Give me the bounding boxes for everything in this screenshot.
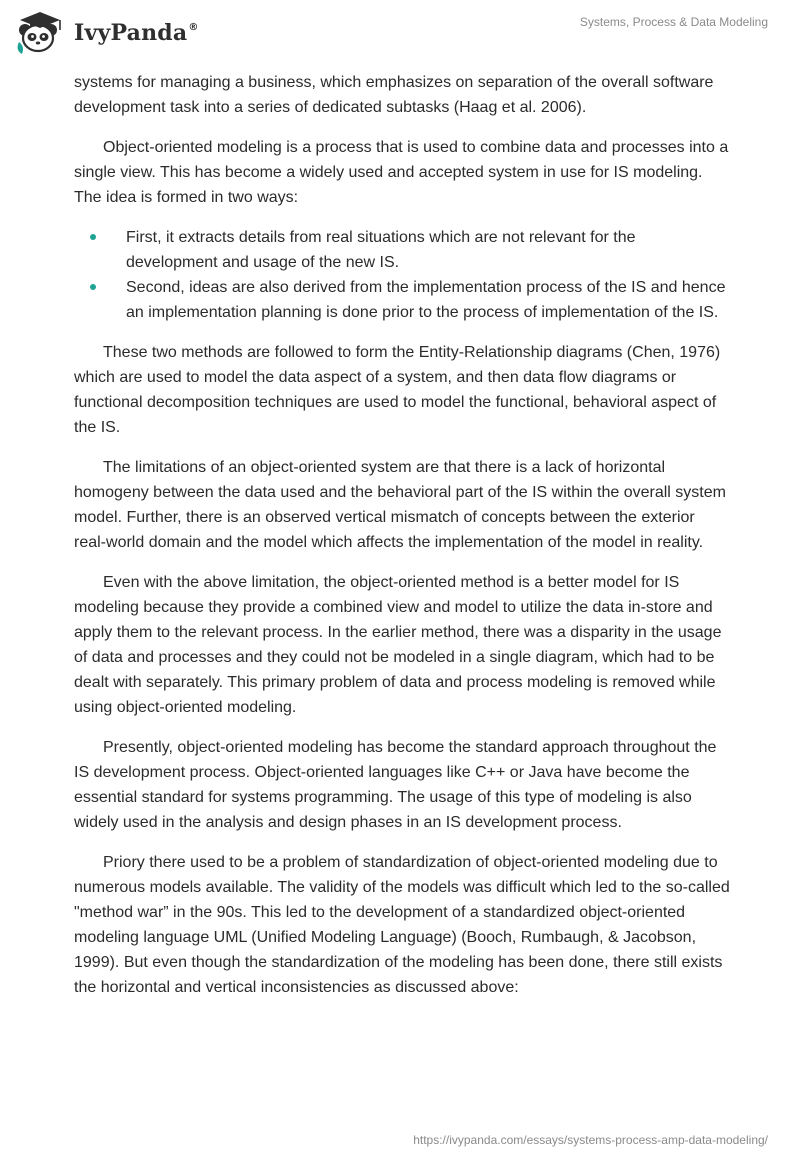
list-item [74, 225, 730, 275]
bullet-icon [90, 284, 96, 290]
list-item-text: First, it extracts details from real situations which are not relevant for the development and usage of the new IS. [126, 229, 636, 271]
paragraph-1: systems for managing a business, which emphasizes on separation of the overall software development task into a series of dedicated subtasks (Haag et al. 2006). [74, 74, 714, 116]
source-url[interactable]: https://ivypanda.com/essays/systems-process-amp-data-modeling/ [413, 1133, 768, 1147]
page-header [0, 0, 800, 70]
essay-body [74, 70, 730, 1015]
paragraph-2: Object-oriented modeling is a process that is used to combine data and processes into a single view. This has become a widely used and accepted system in use for IS modeling. The idea is formed in two ways: [74, 139, 729, 206]
list-item [74, 275, 730, 325]
paragraph-7: Priory there used to be a problem of standardization of object-oriented modeling due to numerous models available. The validity of the models was difficult which led to the so-called "method war” in the 90s. This led to the development of a standardized object-oriented modeling language UML (Unified Modeling Language) (Booch, Rumbaugh, & Jacobson, 1999). But even though the standardization of the modeling has been done, there still exists the horizontal and vertical inconsistencies as discussed above: [74, 854, 730, 996]
paragraph-6: Presently, object-oriented modeling has become the standard approach throughout the IS development process. Object-oriented languages like C++ or Java have become the essential standard for systems programming. The usage of this type of modeling is also widely used in the analysis and design phases in an IS development process. [74, 739, 717, 831]
bullet-list [74, 225, 730, 325]
brand-name [74, 20, 199, 46]
bullet-icon [90, 234, 96, 240]
paragraph-3: These two methods are followed to form the Entity-Relationship diagrams (Chen, 1976) which are used to model the data aspect of a system, and then data flow diagrams or functional decomposition techniques are used to model the functional, behavioral aspect of the IS. [74, 344, 721, 436]
document-running-title: Systems, Process & Data Modeling [579, 15, 768, 29]
registered-mark: ® [188, 22, 199, 33]
ivypanda-logo[interactable] [14, 8, 199, 54]
paragraph-4: The limitations of an object-oriented system are that there is a lack of horizontal homogeny between the data used and the behavioral part of the IS within the overall system model. Further, there is an observed vertical mismatch of concepts between the exterior real-world domain and the model which affects the implementation of the model in reality. [74, 459, 726, 551]
list-item-text: Second, ideas are also derived from the implementation process of the IS and hence an implementation planning is done prior to the process of implementation of the IS. [126, 279, 726, 321]
brand-text: IvyPanda [74, 20, 188, 46]
panda-graduate-icon [14, 8, 70, 54]
paragraph-5: Even with the above limitation, the object-oriented method is a better model for IS modeling because they provide a combined view and model to utilize the data in-store and apply them to the relevant process. In the earlier method, there was a disparity in the usage of data and processes and they could not be modeled in a single diagram, which had to be dealt with separately. This primary problem of data and process modeling is removed while using object-oriented modeling. [74, 574, 722, 716]
